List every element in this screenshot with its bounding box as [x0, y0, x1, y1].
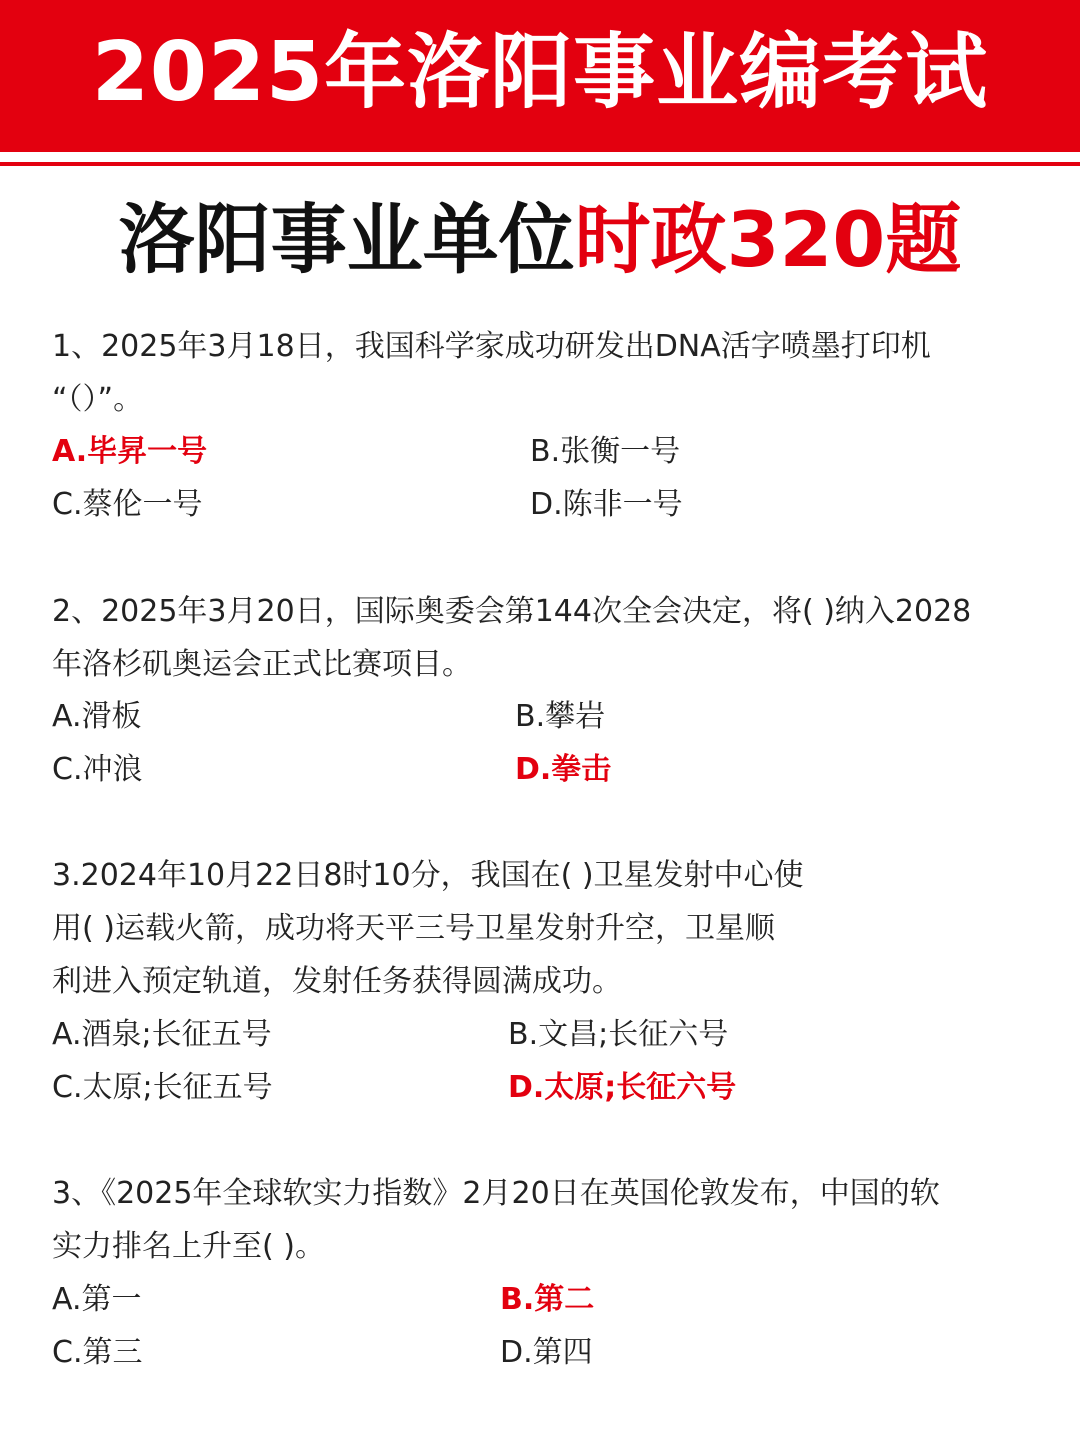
question-1-option-d: D.陈非一号: [530, 487, 683, 522]
question-2-option-a: A.滑板: [52, 699, 142, 734]
question-1-option-a: A.毕昇一号: [52, 434, 208, 469]
question-4-option-a: A.第一: [52, 1282, 142, 1317]
question-4-line-2: 实力排名上升至( )。: [52, 1229, 325, 1264]
question-4-line-1: 3、《2025年全球软实力指数》2月20日在英国伦敦发布，中国的软: [52, 1176, 940, 1211]
question-4-option-d: D.第四: [500, 1335, 593, 1370]
header-divider: [0, 162, 1080, 166]
question-3-line-2: 用( )运载火箭，成功将天平三号卫星发射升空，卫星顺: [52, 911, 775, 946]
question-3-option-c: C.太原;长征五号: [52, 1070, 273, 1105]
question-2-line-1: 2、2025年3月20日，国际奥委会第144次全会决定，将( )纳入2028: [52, 594, 972, 629]
question-4-option-c: C.第三: [52, 1335, 143, 1370]
question-3-line-1: 3.2024年10月22日8时10分，我国在( )卫星发射中心使: [52, 858, 804, 893]
page-subtitle: [0, 192, 1080, 288]
question-1-line-1: 1、2025年3月18日，我国科学家成功研发出DNA活字喷墨打印机: [52, 329, 931, 364]
question-1-line-2: “（）”。: [52, 382, 144, 417]
subtitle-main: 洛阳事业单位: [118, 195, 575, 284]
question-3-option-d: D.太原;长征六号: [508, 1070, 737, 1105]
question-3-option-b: B.文昌;长征六号: [508, 1017, 729, 1052]
question-4-option-b: B.第二: [500, 1282, 595, 1317]
question-1-option-c: C.蔡伦一号: [52, 487, 203, 522]
question-2-option-b: B.攀岩: [515, 699, 606, 734]
question-3-option-a: A.酒泉;长征五号: [52, 1017, 272, 1052]
question-1-option-b: B.张衡一号: [530, 434, 681, 469]
question-2-option-c: C.冲浪: [52, 752, 143, 787]
question-2-option-d: D.拳击: [515, 752, 612, 787]
page-title: 2025年洛阳事业编考试: [91, 25, 989, 120]
question-2-line-2: 年洛杉矶奥运会正式比赛项目。: [52, 647, 472, 682]
subtitle-highlight: 时政320题: [574, 195, 962, 284]
question-3-line-3: 利进入预定轨道，发射任务获得圆满成功。: [52, 964, 622, 999]
